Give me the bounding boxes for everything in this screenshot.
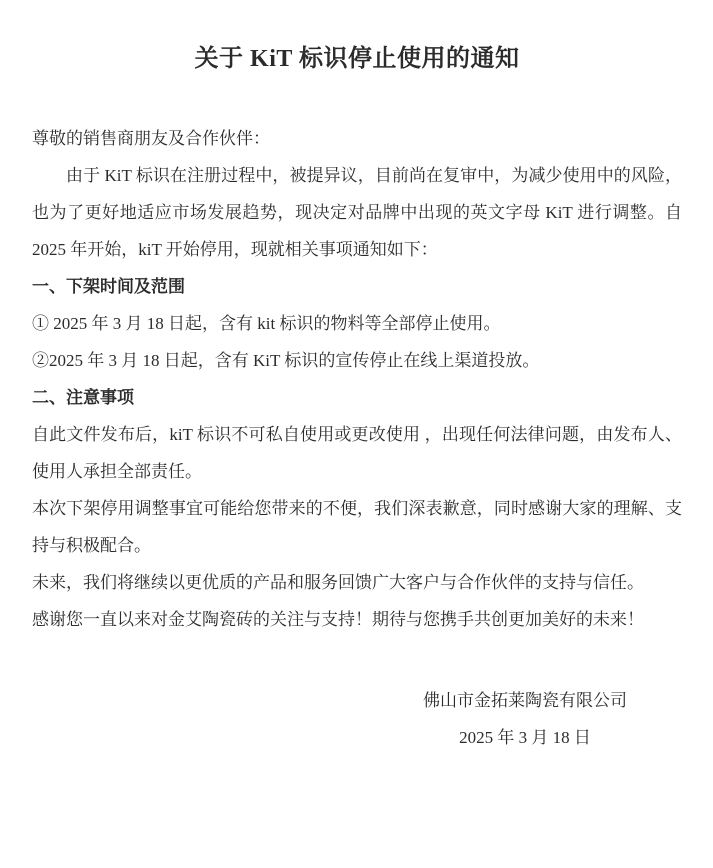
signature-date: 2025 年 3 月 18 日 [459, 728, 591, 747]
salutation: 尊敬的销售商朋友及合作伙伴： [32, 129, 270, 148]
section2-heading: 二、注意事项 [32, 388, 134, 407]
notice-document [0, 44, 713, 868]
section2-paragraph-2: 本次下架停用调整事宜可能给您带来的不便，我们深表歉意，同时感谢大家的理解、支持与积极配合。 [32, 499, 682, 555]
signature-company: 佛山市金拓莱陶瓷有限公司 [423, 691, 627, 710]
section2-paragraph-3: 未来，我们将继续以更优质的产品和服务回馈广大客户与合作伙伴的支持与信任。 [32, 573, 644, 592]
intro-paragraph: 由于 KiT 标识在注册过程中，被提异议，目前尚在复审中，为减少使用中的风险，也为了更好地适应市场发展趋势，现决定对品牌中出现的英文字母 KiT 进行调整。自 2025 年开始，kiT 开始停用，现就相关事项通知如下： [32, 166, 682, 259]
section2-paragraph-4: 感谢您一直以来对金艾陶瓷砖的关注与支持！期待与您携手共创更加美好的未来！ [32, 610, 644, 629]
section1-item-2: ②2025 年 3 月 18 日起，含有 KiT 标识的宣传停止在线上渠道投放。 [32, 351, 540, 370]
section1-item-1: ① 2025 年 3 月 18 日起，含有 kit 标识的物料等全部停止使用。 [32, 314, 501, 333]
document-title: 关于 KiT 标识停止使用的通知 [194, 46, 520, 72]
section1-heading: 一、下架时间及范围 [32, 277, 185, 296]
section2-paragraph-1: 自此文件发布后，kiT 标识不可私自使用或更改使用 ，出现任何法律问题，由发布人、使用人承担全部责任。 [32, 425, 682, 481]
signature-block [405, 682, 645, 756]
